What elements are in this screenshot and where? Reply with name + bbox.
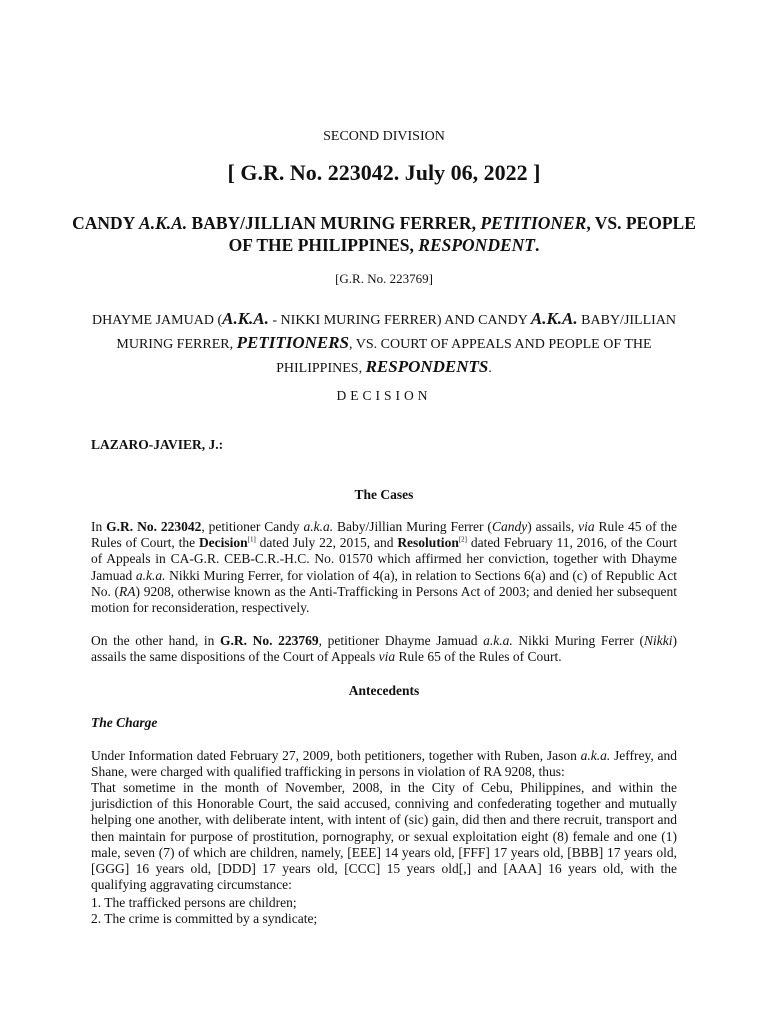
caption2-text: - NIKKI MURING FERRER) AND CANDY <box>268 313 531 328</box>
caption2-respondents: RESPONDENTS <box>365 357 489 376</box>
caption2-text: , VS. COURT OF APPEALS AND PEOPLE OF THE PHILIPPINES, <box>276 337 652 376</box>
text-run: dated July 22, 2015, and <box>255 535 398 551</box>
text-run: Nikki Muring Ferrer, for violation of 4(a), in relation to Sections 6(a) and (c) of Republic Act No. ( <box>91 567 677 599</box>
caption-aka: A.K.A. <box>139 213 188 233</box>
caption2-petitioners: PETITIONERS <box>236 333 350 352</box>
footnote-link-1[interactable]: [1] <box>247 535 256 544</box>
text-run: ) assails, <box>527 519 579 534</box>
caption2-text: DHAYME JAMUAD ( <box>91 313 223 328</box>
text-run: On the other hand, in <box>91 633 220 648</box>
decision-heading: DECISION <box>336 388 432 403</box>
caption2-aka: A.K.A. <box>222 309 269 328</box>
case-number-title: [ G.R. No. 223042. July 06, 2022 ] <box>227 160 541 185</box>
subheading-charge: The Charge <box>91 715 158 730</box>
party-shortname: Candy <box>491 519 528 534</box>
paragraph-cases-1 <box>91 519 677 616</box>
caption2-aka: A.K.A. <box>530 309 578 328</box>
caption2-text: BABY/JILLIAN MURING FERRER, <box>116 313 677 352</box>
caption-text: . <box>534 235 540 255</box>
caption-petitioner: PETITIONER <box>480 213 587 233</box>
italic-ra: RA <box>119 583 136 599</box>
text-run: Under Information dated February 27, 2009, both petitioners, together with Ruben, Jason <box>91 748 581 763</box>
aka-text: a.k.a. <box>135 567 166 583</box>
caption-text: CANDY <box>72 213 140 233</box>
decision-ref: Decision <box>198 535 248 551</box>
consolidated-case-number: [G.R. No. 223769] <box>335 271 433 286</box>
list-item: 1. The trafficked persons are children; <box>91 895 297 910</box>
case-caption <box>60 212 708 256</box>
ponente: LAZARO-JAVIER, J.: <box>91 437 224 452</box>
paragraph-accusatory: That sometime in the month of November, 2008, in the City of Cebu, Philippines, and within the jurisdiction of this Honorable Court, the said accused, conniving and confederating together and mutually helping one another, with deliberate intent, with intent of (sic) gain, did then and there recruit, transport and then maintain for purpose of prostitution, pornography, or sexual exploitation eight (8) female and one (1) male, seven (7) of which are children, namely, [EEE] 14 years old, [FFF] 17 years old, [BBB] 17 years old, [GGG] 16 years old, [DDD] 17 years old, [CCC] 15 years old[,] and [AAA] 16 years old, with the qualifying aggravating circumstance: <box>91 780 677 893</box>
text-run: Nikki Muring Ferrer ( <box>512 633 644 648</box>
resolution-ref: Resolution <box>397 535 459 551</box>
caption-text: BABY/JILLIAN MURING FERRER, <box>187 213 481 233</box>
caption-text: , VS. PEOPLE OF THE PHILIPPINES, <box>228 213 696 255</box>
text-run: , petitioner Dhayme Jamuad <box>318 633 484 648</box>
text-run: ) 9208, otherwise known as the Anti-Trafficking in Persons Act of 2003; and denied her subsequent motion for reconsideration, respectively. <box>91 583 677 616</box>
division-label: SECOND DIVISION <box>323 129 445 144</box>
text-run: In <box>91 519 107 534</box>
consolidated-case-caption <box>86 308 682 380</box>
list-item: 2. The crime is committed by a syndicate; <box>91 911 318 926</box>
italic-via: via <box>378 649 396 665</box>
case-number-ref: G.R. No. 223769 <box>219 633 319 648</box>
paragraph-information <box>91 748 677 780</box>
paragraph-cases-2 <box>91 633 677 665</box>
text-run: dated February 11, 2016, of the Court of Appeals in CA-G.R. CEB-C.R.-H.C. No. 01570 which affirmed her conviction, together with Dhayme Jamuad <box>91 535 677 583</box>
aka-text: a.k.a. <box>483 633 513 648</box>
caption-respondent: RESPONDENT <box>418 235 535 255</box>
section-heading-cases: The Cases <box>354 487 414 502</box>
text-run: , petitioner Candy <box>201 519 304 534</box>
aka-text: a.k.a. <box>303 519 334 534</box>
italic-via: via <box>578 519 595 534</box>
caption2-text: . <box>488 361 492 376</box>
text-run: Jeffrey, and Shane, were charged with qualified trafficking in persons in violation of RA 9208, thus: <box>91 748 677 780</box>
text-run: Rule 45 of the Rules of Court, the <box>91 519 677 551</box>
text-run: Baby/Jillian Muring Ferrer ( <box>333 519 492 534</box>
footnote-link-2[interactable]: [2] <box>458 535 467 544</box>
aka-text: a.k.a. <box>580 748 611 763</box>
text-run: Rule 65 of the Rules of Court. <box>395 649 562 665</box>
case-number-ref: G.R. No. 223042 <box>106 519 202 534</box>
section-heading-antecedents: Antecedents <box>348 683 420 698</box>
text-run: ) assails the same dispositions of the Court of Appeals <box>91 633 677 665</box>
party-shortname: Nikki <box>644 633 673 648</box>
